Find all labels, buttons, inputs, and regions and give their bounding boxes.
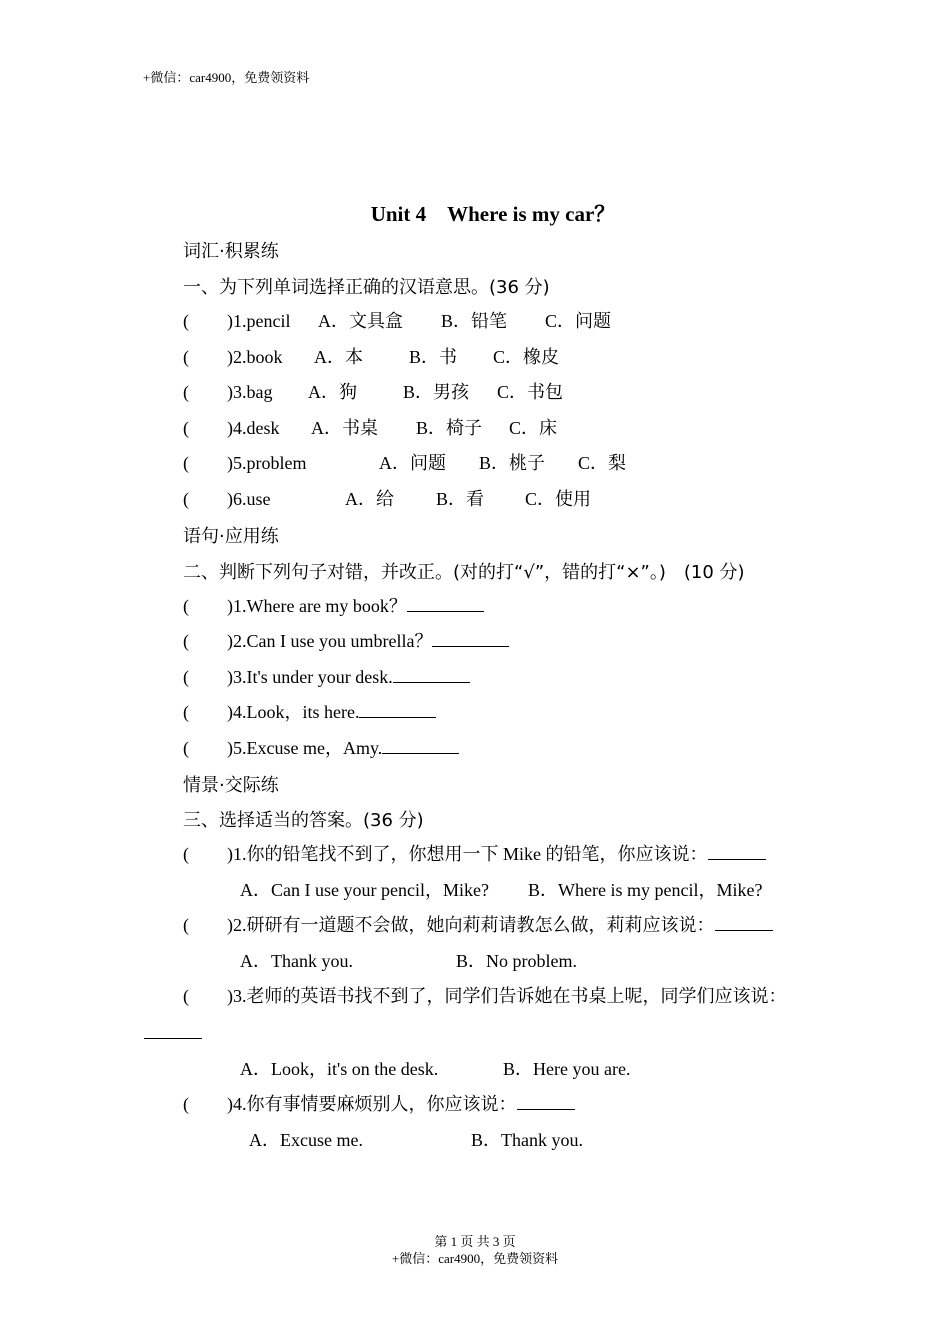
answer-paren: ( [183, 347, 189, 367]
option-a: A．Excuse me. [249, 1130, 363, 1150]
question-text: )1.Where are my book？ [227, 596, 407, 616]
option-a: A．问题 [379, 453, 446, 473]
answer-paren: ( [183, 418, 189, 438]
question-text: )3.老师的英语书找不到了，同学们告诉她在书桌上呢，同学们应该说： [227, 986, 787, 1006]
judge-item [227, 594, 484, 618]
question-text: )2.研研有一道题不会做，她向莉莉请教怎么做，莉莉应该说： [227, 915, 715, 935]
option-a: A．本 [314, 347, 363, 367]
answer-blank[interactable] [517, 1093, 575, 1110]
option-a: A．Thank you. [240, 951, 353, 971]
answer-paren: ( [183, 489, 189, 509]
answer-paren: ( [183, 453, 189, 473]
option-c: C．书包 [497, 382, 564, 402]
question-text: )6.use [227, 489, 271, 509]
option-b: B．桃子 [479, 453, 546, 473]
section-title-3: 三、选择适当的答案。(36 分) [183, 810, 424, 831]
question-text: )4.Look，its here. [227, 702, 360, 722]
answer-paren: ( [183, 1094, 189, 1114]
answer-paren: ( [183, 915, 189, 935]
option-a: A．书桌 [311, 418, 378, 438]
option-c: C．床 [509, 418, 558, 438]
section-category-sentences: 语句·应用练 [183, 526, 279, 547]
option-a: A．文具盒 [318, 311, 403, 331]
option-b: B．男孩 [403, 382, 470, 402]
judge-item [227, 736, 459, 760]
answer-paren: ( [183, 596, 189, 616]
option-c: C．使用 [525, 489, 592, 509]
answer-blank[interactable] [359, 701, 436, 718]
page-number: 第 1 页 共 3 页 [434, 1234, 516, 1249]
answer-paren: ( [183, 631, 189, 651]
question-row [183, 309, 189, 333]
header-note: +微信：car4900，免费领资料 [143, 70, 310, 85]
choice-item [227, 913, 773, 937]
answer-blank[interactable] [382, 737, 459, 754]
question-text: )2.book [227, 347, 283, 367]
answer-blank[interactable] [432, 630, 509, 647]
section-category-situation: 情景·交际练 [183, 775, 279, 796]
option-b: B．铅笔 [441, 311, 508, 331]
answer-paren: ( [183, 667, 189, 687]
answer-blank[interactable] [144, 1022, 202, 1039]
section-title-2: 二、判断下列句子对错，并改正。(对的打“√”，错的打“×”。) (10 分) [183, 562, 745, 583]
answer-paren: ( [183, 311, 189, 331]
answer-blank[interactable] [708, 843, 766, 860]
option-b: B．No problem. [456, 951, 577, 971]
answer-paren: ( [183, 382, 189, 402]
footer-note: +微信：car4900，免费领资料 [391, 1251, 559, 1266]
option-c: C．问题 [545, 311, 612, 331]
section-title-1: 一、为下列单词选择正确的汉语意思。(36 分) [183, 277, 550, 298]
question-text: )1.pencil [227, 311, 291, 331]
choice-item [227, 1092, 575, 1116]
judge-item [227, 665, 470, 689]
question-text: )2.Can I use you umbrella？ [227, 631, 433, 651]
option-b: B．书 [409, 347, 458, 367]
option-a: A．Look，it's on the desk. [240, 1059, 439, 1079]
choice-item [227, 842, 766, 866]
option-c: C．橡皮 [493, 347, 560, 367]
judge-item [227, 700, 436, 724]
answer-blank[interactable] [715, 914, 773, 931]
option-a: A．给 [345, 489, 394, 509]
question-text: )1.你的铅笔找不到了，你想用一下 Mike 的铅笔，你应该说： [227, 844, 708, 864]
answer-paren: ( [183, 986, 189, 1006]
option-b: B．Here you are. [503, 1059, 631, 1079]
option-b: B．Where is my pencil，Mike? [528, 880, 763, 900]
option-c: C．梨 [578, 453, 627, 473]
answer-blank[interactable] [393, 666, 470, 683]
page-title: Unit 4 Where is my car？ [370, 202, 616, 226]
question-text: )5.Excuse me，Amy. [227, 738, 383, 758]
question-text: )4.你有事情要麻烦别人，你应该说： [227, 1094, 517, 1114]
answer-blank[interactable] [407, 595, 484, 612]
option-b: B．看 [436, 489, 485, 509]
answer-paren: ( [183, 844, 189, 864]
question-text: )3.It's under your desk. [227, 667, 393, 687]
option-a: A．狗 [308, 382, 357, 402]
answer-paren: ( [183, 702, 189, 722]
question-text: )3.bag [227, 382, 273, 402]
option-a: A．Can I use your pencil，Mike? [240, 880, 489, 900]
answer-paren: ( [183, 738, 189, 758]
section-category-vocabulary: 词汇·积累练 [183, 241, 279, 262]
question-text: )5.problem [227, 453, 307, 473]
option-b: B．椅子 [416, 418, 483, 438]
option-b: B．Thank you. [471, 1130, 583, 1150]
question-text: )4.desk [227, 418, 280, 438]
judge-item [227, 629, 509, 653]
